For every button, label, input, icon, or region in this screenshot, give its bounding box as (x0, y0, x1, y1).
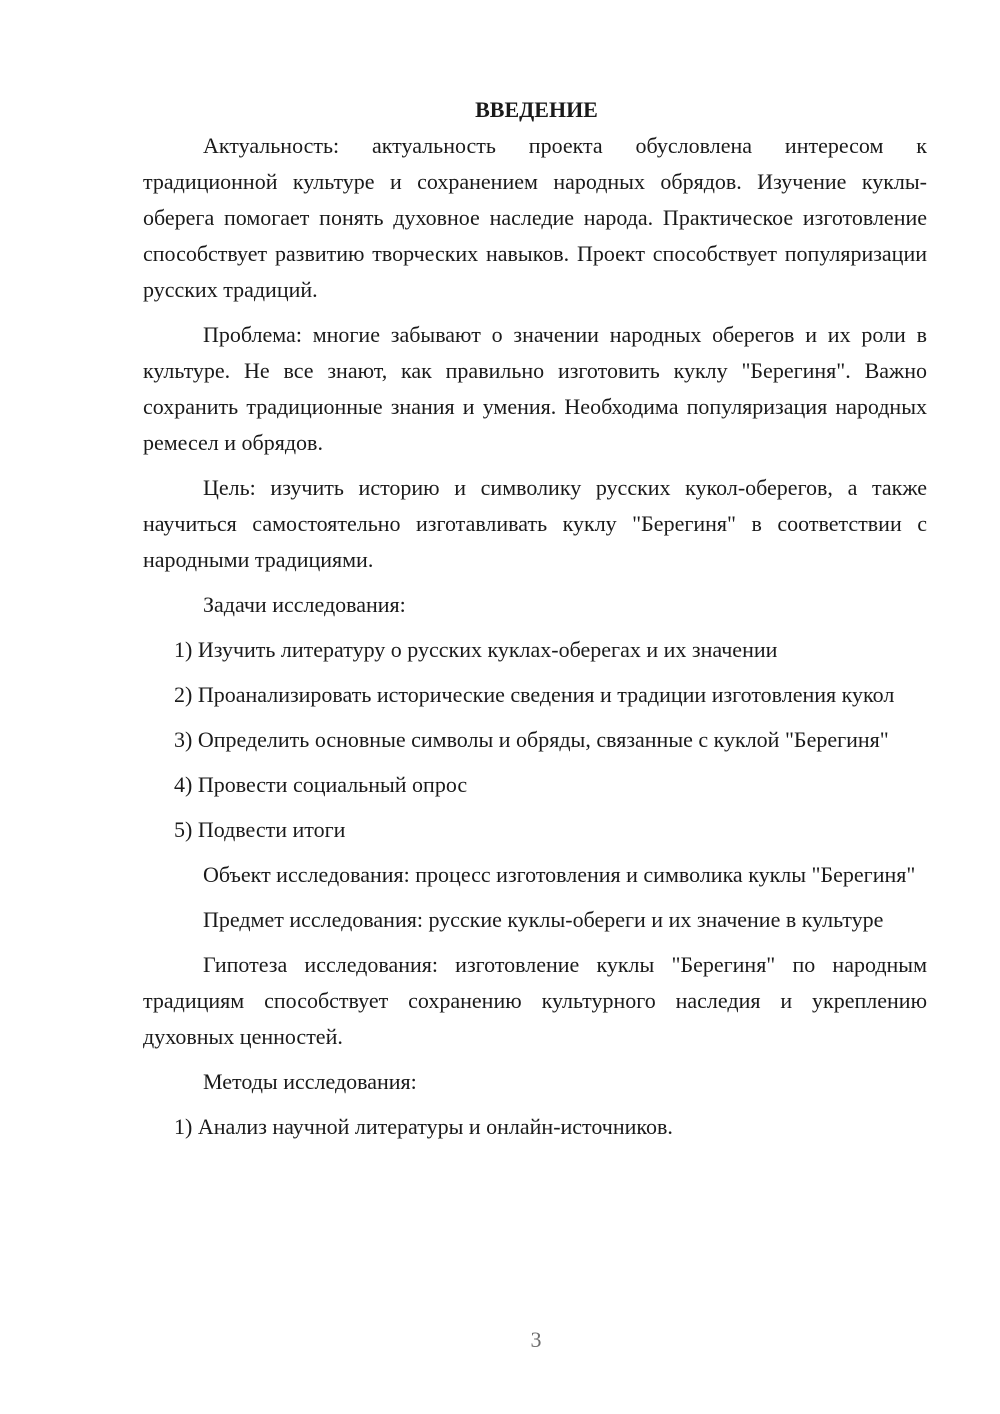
methods-heading: Методы исследования: (203, 1069, 417, 1094)
task-item-1: 1) Изучить литературу о русских куклах-оберегах и их значении (174, 637, 778, 662)
hypothesis-paragraph: Гипотеза исследования: изготовление куклы "Берегиня" по народным традициям способствует сохранению культурного наследия и укреплению духовных ценностей. (143, 952, 927, 1049)
task-item-4: 4) Провести социальный опрос (174, 772, 468, 797)
page-number: 3 (530, 1327, 542, 1352)
tasks-heading: Задачи исследования: (203, 592, 406, 617)
problem-paragraph: Проблема: многие забывают о значении народных оберегов и их роли в культуре. Не все знают, как правильно изготовить куклу "Берегиня". Важно сохранить традиционные знания и умения. Необходима популяризация народных ремесел и обрядов. (143, 322, 927, 455)
task-item-3: 3) Определить основные символы и обряды, связанные с куклой "Берегиня" (174, 727, 889, 752)
task-item-2: 2) Проанализировать исторические сведения и традиции изготовления кукол (174, 682, 895, 707)
task-item-5: 5) Подвести итоги (174, 817, 346, 842)
page-content (143, 92, 927, 1154)
goal-paragraph: Цель: изучить историю и символику русских кукол-оберегов, а также научиться самостоятельно изготавливать куклу "Берегиня" в соответствии с народными традициями. (143, 475, 927, 572)
section-title: ВВЕДЕНИЕ (475, 97, 598, 122)
method-item-1: 1) Анализ научной литературы и онлайн-источников. (174, 1114, 673, 1139)
subject-paragraph: Предмет исследования: русские куклы-обереги и их значение в культуре (203, 907, 884, 932)
relevance-paragraph: Актуальность: актуальность проекта обусловлена интересом к традиционной культуре и сохранением народных обрядов. Изучение куклы-оберега помогает понять духовное наследие народа. Практическое изготовление способствует развитию творческих навыков. Проект способствует популяризации русских традиций. (143, 133, 927, 302)
object-paragraph: Объект исследования: процесс изготовления и символика куклы "Берегиня" (203, 862, 916, 887)
